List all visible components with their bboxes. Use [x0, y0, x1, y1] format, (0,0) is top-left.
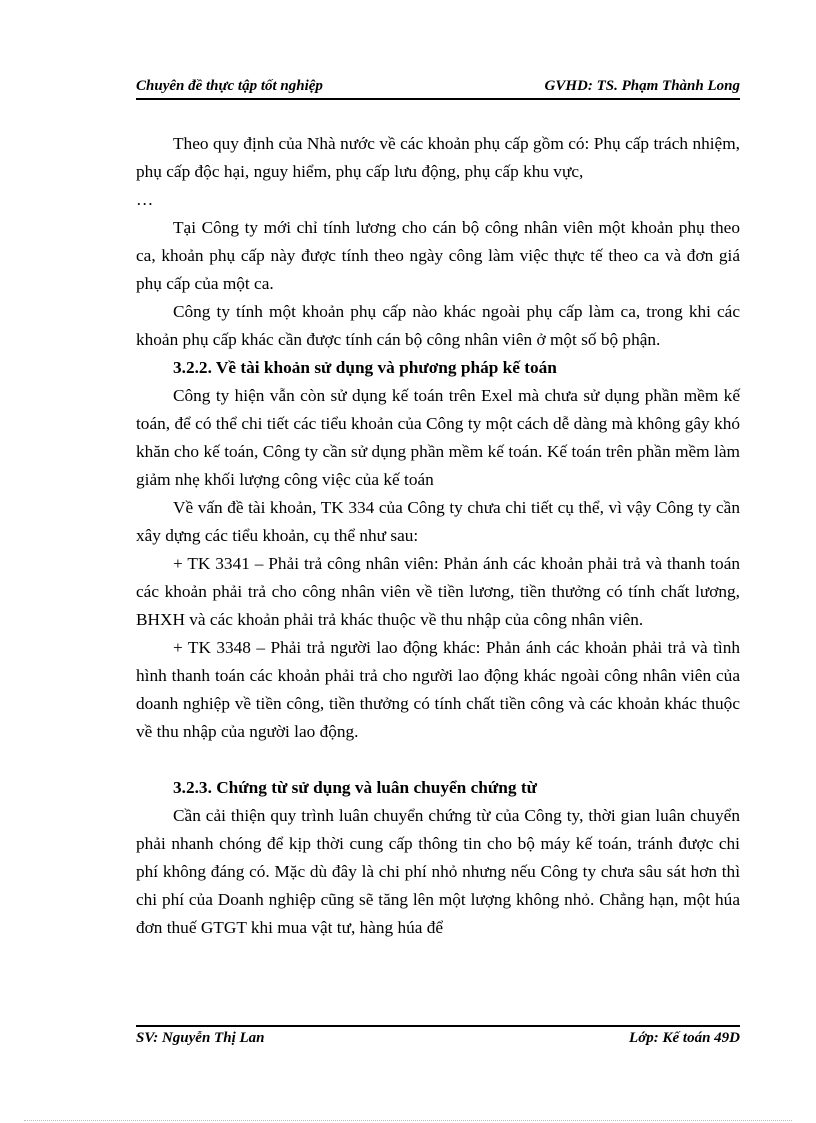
paragraph-shift-allowance: Tại Công ty mới chỉ tính lương cho cán bộ công nhân viên một khoản phụ theo ca, khoản phụ cấp này được tính theo ngày công làm việc thực tế theo ca và đơn giá phụ cấp của một ca.: [136, 218, 740, 293]
section-heading-3-2-2: 3.2.2. Về tài khoản sử dụng và phương pháp kế toán: [173, 358, 557, 377]
paragraph-tk-3341: + TK 3341 – Phải trả công nhân viên: Phản ánh các khoản phải trả và thanh toán các khoản phải trả cho công nhân viên về tiền lương, tiền thưởng có tính chất lương, BHXH và các khoản phải trả khác thuộc về thu nhập của công nhân viên.: [136, 554, 740, 629]
blank-line: [136, 746, 740, 774]
document-body: [136, 130, 740, 942]
paragraph-ellipsis: …: [136, 190, 154, 209]
paragraph-allowances: Theo quy định của Nhà nước về các khoản phụ cấp gồm có: Phụ cấp trách nhiệm, phụ cấp độc hại, nguy hiểm, phụ cấp lưu động, phụ cấp khu vực,: [136, 134, 740, 181]
footer-student-name: SV: Nguyễn Thị Lan: [136, 1030, 265, 1046]
paragraph-other-allowances: Công ty tính một khoản phụ cấp nào khác ngoài phụ cấp làm ca, trong khi các khoản phụ cấp khác cần được tính cán bộ công nhân viên ở một số bộ phận.: [136, 302, 740, 349]
header-supervisor: GVHD: TS. Phạm Thành Long: [544, 78, 740, 94]
header-document-title: Chuyên đề thực tập tốt nghiệp: [136, 78, 323, 94]
paragraph-tk-3348: + TK 3348 – Phải trả người lao động khác: Phản ánh các khoản phải trả và tình hình thanh toán các khoản phải trả cho người lao động khác ngoài công nhân viên của doanh nghiệp về tiền công, tiền thưởng có tính chất tiền công và các khoản khác thuộc về thu nhập của người lao động.: [136, 638, 740, 741]
section-heading-3-2-3: 3.2.3. Chứng từ sử dụng và luân chuyển chứng từ: [173, 778, 537, 797]
footer-class: Lớp: Kế toán 49D: [629, 1030, 740, 1046]
page-header: [136, 74, 740, 100]
paragraph-document-flow: Cần cải thiện quy trình luân chuyển chứng từ của Công ty, thời gian luân chuyển phải nhanh chóng để kịp thời cung cấp thông tin cho bộ máy kế toán, tránh được chi phí không đáng có. Mặc dù đây là chi phí nhỏ nhưng nếu Công ty chưa sâu sát hơn thì chi phí của Doanh nghiệp cũng sẽ tăng lên một lượng không nhỏ. Chẳng hạn, một húa đơn thuế GTGT khi mua vật tư, hàng húa để: [136, 806, 740, 937]
paragraph-accounting-software: Công ty hiện vẫn còn sử dụng kế toán trên Exel mà chưa sử dụng phần mềm kế toán, để có thể chi tiết các tiểu khoản của Công ty một cách dễ dàng mà không gây khó khăn cho kế toán, Công ty cần sử dụng phần mềm kế toán. Kế toán trên phần mềm làm giảm nhẹ khối lượng công việc của kế toán: [136, 386, 740, 489]
paragraph-account-334: Về vấn đề tài khoản, TK 334 của Công ty chưa chi tiết cụ thể, vì vậy Công ty cần xây dựng các tiểu khoản, cụ thể như sau:: [136, 498, 740, 545]
page-footer: [136, 1025, 740, 1051]
page-edge-divider: [24, 1120, 792, 1121]
